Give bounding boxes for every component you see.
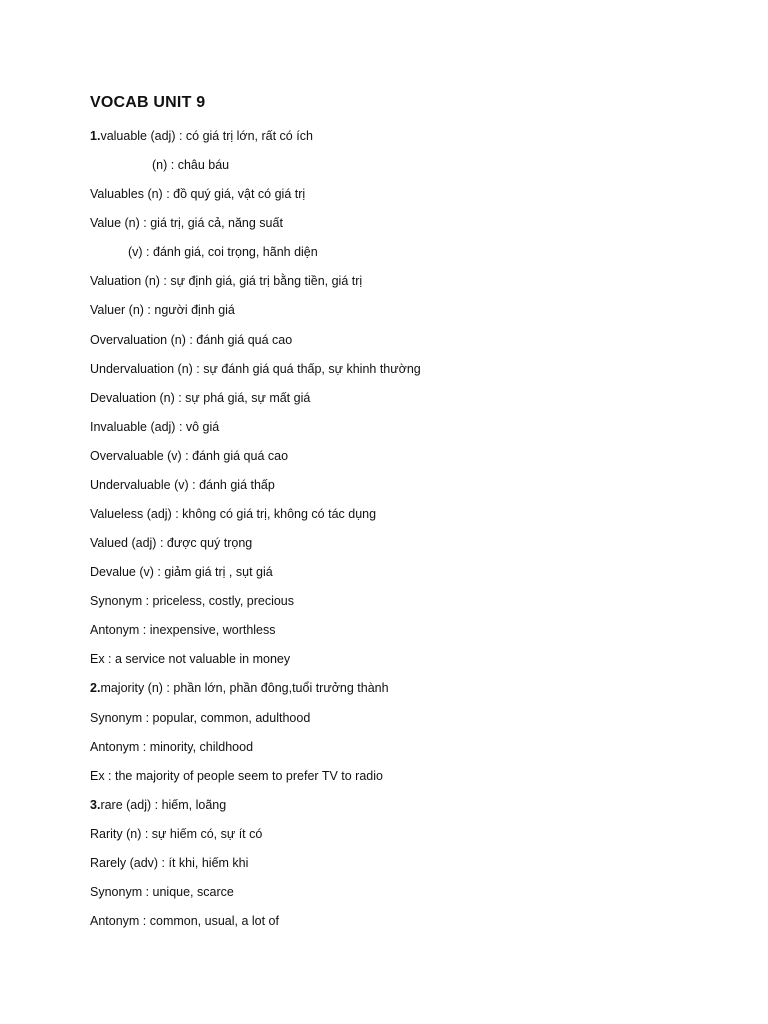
entry-number: 3. bbox=[90, 797, 101, 812]
vocab-line bbox=[90, 796, 730, 825]
line-text: Undervaluation (n) : sự đánh giá quá thấp, sự khinh thường bbox=[90, 361, 421, 376]
line-text: Value (n) : giá trị, giá cả, năng suất bbox=[90, 216, 283, 231]
vocab-line bbox=[90, 854, 730, 883]
line-text: Valuer (n) : người định giá bbox=[90, 303, 235, 318]
vocab-line bbox=[90, 185, 730, 214]
line-text: Antonym : minority, childhood bbox=[90, 739, 254, 754]
line-text: Overvaluation (n) : đánh giá quá cao bbox=[90, 332, 293, 347]
line-text: (n) : châu báu bbox=[152, 158, 230, 173]
vocab-line bbox=[90, 825, 730, 854]
line-text: Overvaluable (v) : đánh giá quá cao bbox=[90, 448, 289, 463]
line-text: rare (adj) : hiếm, loãng bbox=[100, 797, 227, 812]
line-text: Antonym : common, usual, a lot of bbox=[90, 914, 279, 929]
vocab-line bbox=[90, 912, 730, 941]
vocab-line bbox=[90, 301, 730, 330]
vocab-line bbox=[90, 563, 730, 592]
line-text: Synonym : popular, common, adulthood bbox=[90, 710, 311, 725]
vocab-line bbox=[90, 505, 730, 534]
line-text: Rarely (adv) : ít khi, hiếm khi bbox=[90, 855, 249, 870]
vocab-line bbox=[90, 738, 730, 767]
line-text: Invaluable (adj) : vô giá bbox=[90, 419, 220, 434]
vocab-line bbox=[90, 243, 730, 272]
line-text: Ex : a service not valuable in money bbox=[90, 652, 291, 667]
vocab-line bbox=[90, 360, 730, 389]
line-text: (v) : đánh giá, coi trọng, hãnh diện bbox=[128, 245, 318, 260]
line-text: Valueless (adj) : không có giá trị, không có tác dụng bbox=[90, 507, 377, 522]
vocab-line bbox=[90, 389, 730, 418]
line-text: Synonym : priceless, costly, precious bbox=[90, 594, 295, 609]
vocab-line bbox=[90, 156, 730, 185]
line-text: Valued (adj) : được quý trọng bbox=[90, 536, 253, 551]
line-text: Rarity (n) : sự hiếm có, sự ít có bbox=[90, 826, 263, 841]
line-text: Valuables (n) : đồ quý giá, vật có giá trị bbox=[90, 187, 306, 202]
line-text: Devalue (v) : giảm giá trị , sụt giá bbox=[90, 565, 273, 580]
line-text: majority (n) : phần lớn, phần đông,tuổi trưởng thành bbox=[100, 681, 389, 696]
line-text: Valuation (n) : sự định giá, giá trị bằng tiền, giá trị bbox=[90, 274, 363, 289]
vocab-line bbox=[90, 534, 730, 563]
vocab-line bbox=[90, 621, 730, 650]
vocab-line bbox=[90, 650, 730, 679]
vocab-line bbox=[90, 418, 730, 447]
line-text: Undervaluable (v) : đánh giá thấp bbox=[90, 477, 275, 492]
vocab-line bbox=[90, 272, 730, 301]
vocab-line bbox=[90, 127, 730, 156]
vocab-line bbox=[90, 214, 730, 243]
entry-number: 2. bbox=[90, 681, 101, 696]
vocab-line bbox=[90, 476, 730, 505]
line-text: Antonym : inexpensive, worthless bbox=[90, 623, 276, 638]
vocab-line bbox=[90, 679, 730, 708]
line-text: Synonym : unique, scarce bbox=[90, 885, 234, 900]
vocab-line bbox=[90, 767, 730, 796]
vocab-line bbox=[90, 447, 730, 476]
line-text: valuable (adj) : có giá trị lớn, rất có ích bbox=[100, 129, 313, 143]
line-text: Devaluation (n) : sự phá giá, sự mất giá bbox=[90, 390, 311, 405]
vocab-line bbox=[90, 709, 730, 738]
vocab-list bbox=[90, 127, 730, 941]
document-title: VOCAB UNIT 9 bbox=[90, 94, 206, 111]
line-text: Ex : the majority of people seem to prefer TV to radio bbox=[90, 768, 383, 783]
vocab-line bbox=[90, 883, 730, 912]
vocab-line bbox=[90, 592, 730, 621]
entry-number: 1. bbox=[90, 129, 101, 143]
vocab-line bbox=[90, 331, 730, 360]
